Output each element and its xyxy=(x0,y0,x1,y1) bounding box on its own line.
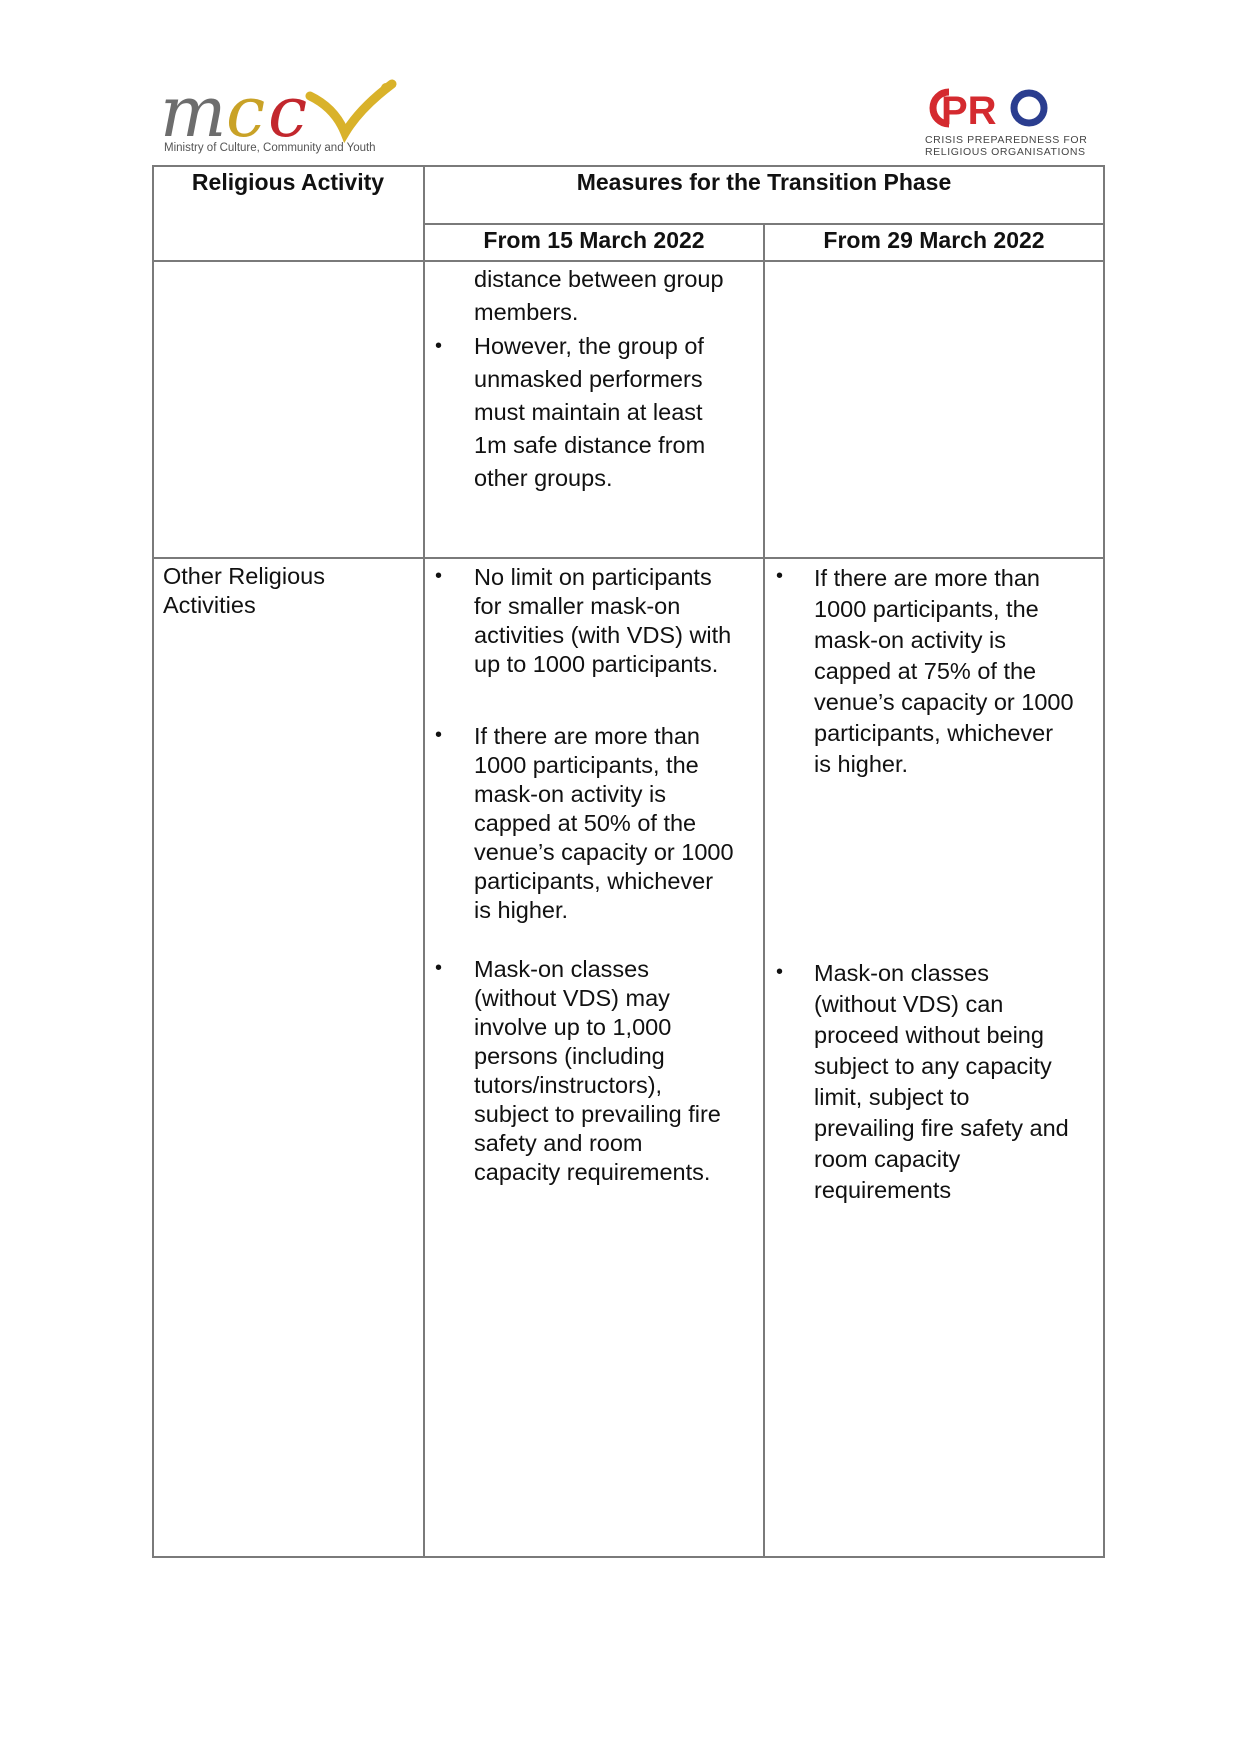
svg-text:m: m xyxy=(160,78,227,144)
measures-table xyxy=(152,165,1105,1558)
table-divider-col1 xyxy=(423,165,425,1558)
row1-col1-continuation: distance between group members. xyxy=(474,266,724,325)
row1-col1-bullet: However, the group of unmasked performers must maintain at least 1m safe distance from other groups. xyxy=(474,333,706,491)
cpro-tagline-line1: CRISIS PREPAREDNESS FOR xyxy=(925,134,1088,146)
bullet-icon: • xyxy=(776,565,784,587)
svg-text:c: c xyxy=(226,78,266,144)
table-border-left xyxy=(152,165,154,1558)
row2-col2-bullet-2: Mask-on classes (without VDS) can proceed without being subject to any capacity limit, subject to prevailing fire safety and room capacity requirements xyxy=(814,960,1069,1203)
mccy-wordmark-icon xyxy=(160,78,400,144)
cpro-wordmark-icon xyxy=(925,86,1055,130)
table-border-right xyxy=(1103,165,1105,1558)
cpro-tagline-line2: RELIGIOUS ORGANISATIONS xyxy=(925,146,1086,158)
svg-text:c: c xyxy=(268,78,308,144)
row2-activity: Other Religious Activities xyxy=(163,563,325,618)
row2-col2-bullet-1: If there are more than 1000 participants, the mask-on activity is capped at 75% of the venue’s capacity or 1000 participants, whichever is higher. xyxy=(814,565,1074,777)
row2-col1-bullet-1: No limit on participants for smaller mask-on activities (with VDS) with up to 1000 participants. xyxy=(474,564,732,677)
table-divider-subheader xyxy=(423,223,1105,225)
bullet-icon: • xyxy=(435,957,443,979)
table-divider-row xyxy=(152,557,1105,559)
header-from-15-march: From 15 March 2022 xyxy=(483,227,705,253)
cpro-logo xyxy=(925,86,1095,158)
row2-col1-bullet-3: Mask-on classes (without VDS) may involve up to 1,000 persons (including tutors/instructors), subject to prevailing fire safety and room capacity requirements. xyxy=(474,956,721,1185)
table-divider-header xyxy=(152,260,1105,262)
header-religious-activity: Religious Activity xyxy=(191,169,385,195)
bullet-icon: • xyxy=(435,335,443,357)
mccy-logo xyxy=(160,78,420,160)
header-measures: Measures for the Transition Phase xyxy=(576,169,952,195)
table-divider-col2 xyxy=(763,224,765,1558)
row2-col1-bullet-2: If there are more than 1000 participants, the mask-on activity is capped at 50% of the venue’s capacity or 1000 participants, whichever is higher. xyxy=(474,723,734,923)
svg-text:PR: PR xyxy=(941,89,997,130)
mccy-tagline: Ministry of Culture, Community and Youth xyxy=(164,142,376,154)
table-border-bottom xyxy=(152,1556,1105,1558)
header-from-29-march: From 29 March 2022 xyxy=(823,227,1045,253)
bullet-icon: • xyxy=(435,565,443,587)
bullet-icon: • xyxy=(776,961,784,983)
bullet-icon: • xyxy=(435,724,443,746)
table-border-top xyxy=(152,165,1105,167)
